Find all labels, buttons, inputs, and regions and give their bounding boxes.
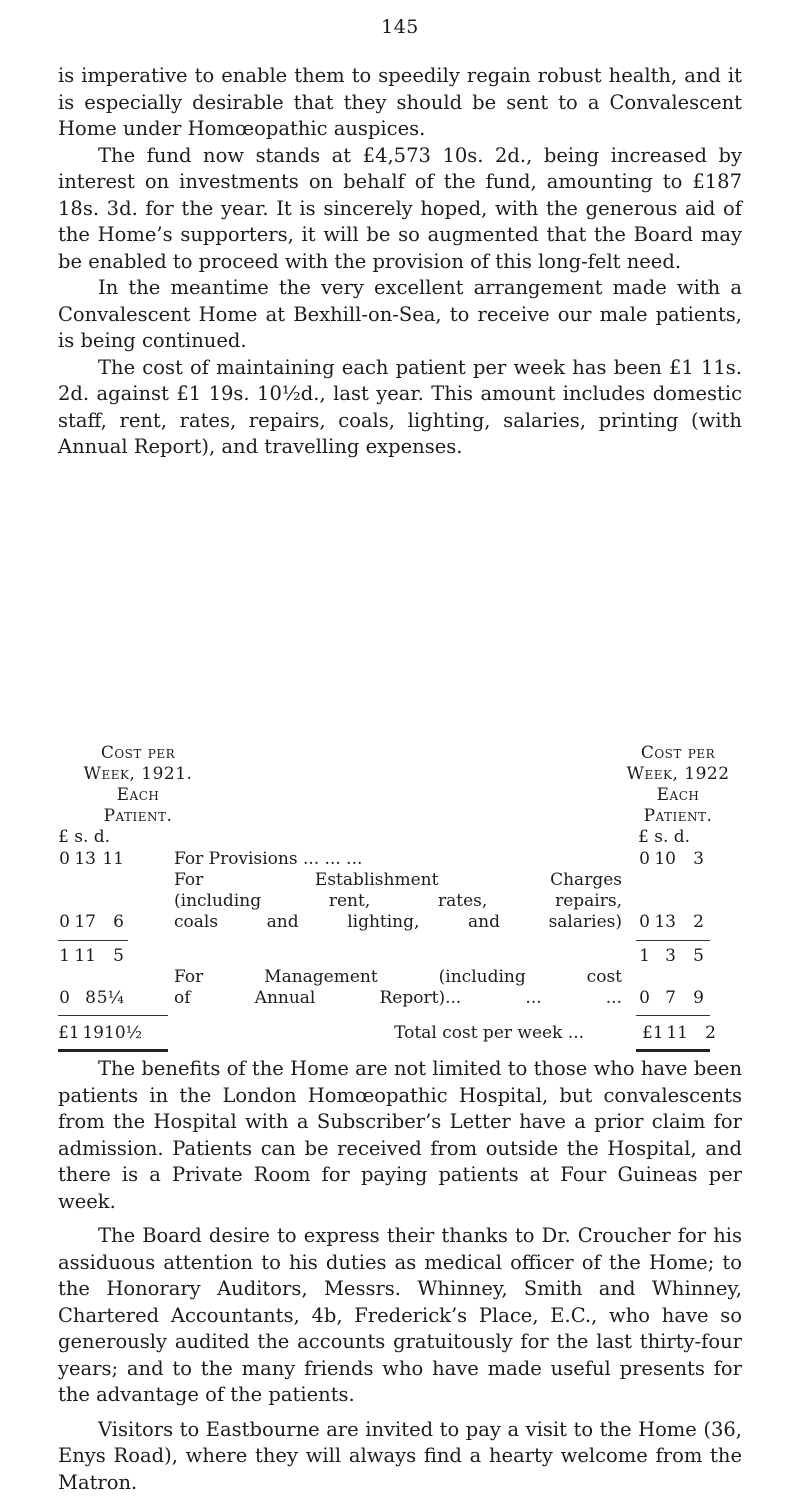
paragraph: is imperative to enable them to speedily regain robust health, and it is especially desirable that they should be sent to a Convalescent Home under Homœopathic auspices.	[58, 63, 742, 143]
subtotal-rule-left	[58, 940, 128, 941]
total-rule-right	[636, 1015, 710, 1016]
lsd-header-left: £ s. d.	[58, 827, 110, 848]
header-1922	[608, 743, 748, 827]
total-1921: £1 1910½	[58, 1023, 168, 1044]
body-text-top	[58, 63, 742, 461]
header-line: Patient.	[608, 806, 748, 827]
amount-1922: 0 7 9	[638, 988, 718, 1009]
paragraph: In the meantime the very excellent arrangement made with a Convalescent Home at Bexhill-on-Sea, to receive our male patients, is being continued.	[58, 275, 742, 355]
page-number: 145	[0, 16, 800, 38]
header-line: Patient.	[58, 806, 218, 827]
row-description: For Provisions ... ... ...	[174, 849, 622, 870]
header-line: Each	[58, 785, 218, 806]
paragraph: The fund now stands at £4,573 10s. 2d., being increased by interest on investments on behalf of the fund, amounting to £187 18s. 3d. for the year. It is sincerely hoped, with the generous aid of the Home’s supporters, it will be so augmented that the Board may be enabled to proceed with the provision of this long-felt need.	[58, 143, 742, 276]
header-1921	[58, 743, 218, 827]
header-line: Week, 1921.	[58, 764, 218, 785]
total-1922: £1 11 2	[606, 1023, 716, 1044]
header-line: Cost per	[58, 743, 218, 764]
amount-1921: 0 85¼	[58, 988, 138, 1009]
amount-1921: 1 11 5	[58, 946, 138, 967]
paragraph: The cost of maintaining each patient per week has been £1 11s. 2d. against £1 19s. 10½d., last year. This amount includes domestic staff, rent, rates, repairs, coals, lighting, salaries, printing (with Annual Report), and travelling expenses.	[58, 355, 742, 461]
paragraph: The benefits of the Home are not limited to those who have been patients in the London Homœopathic Hospital, but convalescents from the Hospital with a Subscriber’s Letter have a prior claim for admission. Patients can be received from outside the Hospital, and there is a Private Room for paying patients at Four Guineas per week.	[58, 1056, 742, 1215]
amount-1921: 0 13 11	[58, 849, 138, 870]
double-rule-left	[58, 1049, 168, 1052]
double-rule-right	[636, 1049, 710, 1052]
body-text-bottom	[58, 1056, 742, 1496]
total-rule-left	[58, 1015, 168, 1016]
paragraph: Visitors to Eastbourne are invited to pay a visit to the Home (36, Enys Road), where they will always find a hearty welcome from the Matron.	[58, 1417, 742, 1496]
row-description: For Management (including cost of Annual Report)... ... ...	[174, 967, 622, 1009]
amount-1922: 0 10 3	[638, 849, 718, 870]
subtotal-rule-right	[636, 940, 710, 941]
row-description: For Establishment Charges (including rent, rates, repairs, coals and lighting, and salaries)	[174, 870, 622, 933]
row-description: Total cost per week ...	[264, 1023, 584, 1044]
header-line: Cost per	[608, 743, 748, 764]
amount-1922: 1 3 5	[638, 946, 718, 967]
amount-1921: 0 17 6	[58, 912, 138, 933]
lsd-header-right: £ s. d.	[638, 827, 690, 848]
header-line: Week, 1922	[608, 764, 748, 785]
paragraph: The Board desire to express their thanks to Dr. Croucher for his assiduous attention to his duties as medical officer of the Home; to the Honorary Auditors, Messrs. Whinney, Smith and Whinney, Chartered Accountants, 4b, Frederick’s Place, E.C., who have so generously audited the accounts gratuitously for the last thirty-four years; and to the many friends who have made useful presents for the advantage of the patients.	[58, 1223, 742, 1409]
header-line: Each	[608, 785, 748, 806]
amount-1922: 0 13 2	[638, 912, 718, 933]
